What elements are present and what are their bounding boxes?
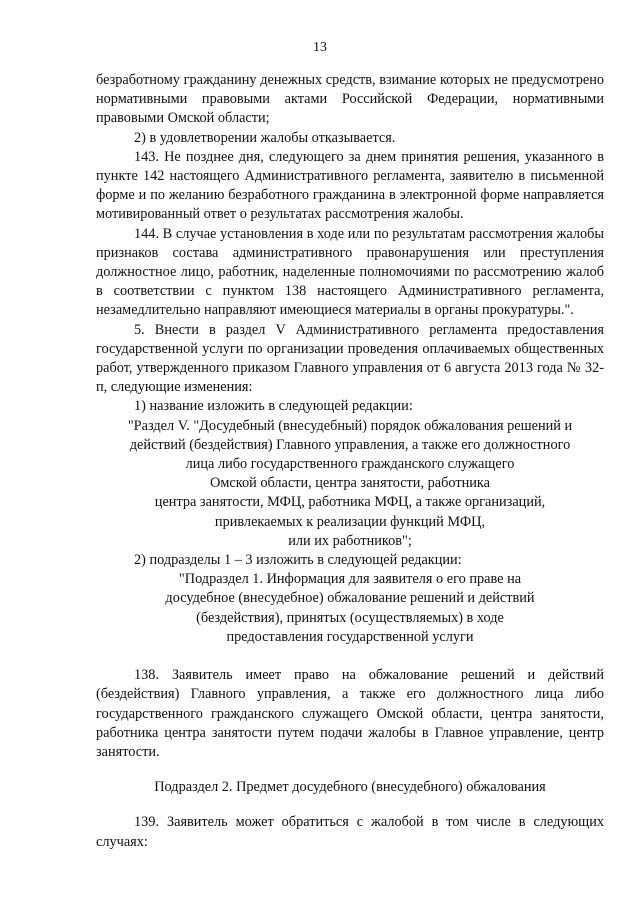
section-title-line: привлекаемых к реализации функций МФЦ, [214, 513, 486, 530]
document-body [96, 71, 604, 852]
paragraph-138: 138. Заявитель имеет право на обжалование решений и действий (бездействия) Главного управления, а также его должностного лица либо государственного гражданского служащего Омской области, центра занятости, работника центра занятости путем подачи жалобы в Главное управление, центр занятости. [96, 667, 604, 760]
paragraph-item-1: 1) название изложить в следующей редакции: [134, 398, 413, 415]
section-v-title [96, 417, 604, 551]
page-number: 13 [313, 40, 327, 55]
section-title-line: или их работников"; [288, 532, 412, 549]
paragraph-139: 139. Заявитель может обратиться с жалобой в том числе в следующих случаях: [96, 814, 604, 850]
section-title-line: "Раздел V. "Досудебный (внесудебный) порядок обжалования решений и [127, 417, 573, 434]
paragraph-item-2: 2) подразделы 1 – 3 изложить в следующей редакции: [134, 552, 462, 569]
subsection-title-line: предоставления государственной услуги [226, 628, 474, 645]
section-title-line: Омской области, центра занятости, работника [210, 475, 490, 492]
subsection-title-line: "Подраздел 1. Информация для заявителя о его праве на [178, 571, 522, 588]
section-title-line: действий (бездействия) Главного управления, а также его должностного [129, 436, 571, 453]
section-title-line: лица либо государственного гражданского служащего [185, 456, 515, 473]
paragraph-144: 144. В случае установления в ходе или по результатам рассмотрения жалобы признаков состава административного правонарушения или преступления должностное лицо, работник, наделенные полномочиями по рассмотрению жалоб в соответствии с пунктом 138 настоящего Административного регламента, незамедлительно направляют имеющиеся материалы в органы прокуратуры.". [96, 225, 604, 319]
section-title-line: центра занятости, МФЦ, работника МФЦ, а также организаций, [154, 494, 546, 511]
subsection-title-line: (бездействия), принятых (осуществляемых) в ходе [196, 609, 504, 626]
subsection-title-line: досудебное (внесудебное) обжалование решений и действий [165, 590, 535, 607]
paragraph-5-amendment: 5. Внести в раздел V Административного регламента предоставления государственной услуги по организации проведения оплачиваемых общественных работ, утвержденного приказом Главного управления от 6 августа 2013 года № 32-п, следующие изменения: [96, 321, 604, 396]
subsection-1-title [96, 570, 604, 647]
paragraph-143: 143. Не позднее дня, следующего за днем принятия решения, указанного в пункте 142 настоящего Административного регламента, заявителю в письменной форме и по желанию безработного гражданина в электронной форме направляется мотивированный ответ о результатах рассмотрения жалобы. [96, 148, 604, 223]
paragraph-continuation: безработному гражданину денежных средств, взимание которых не предусмотрено нормативными правовыми актами Российской Федерации, нормативными правовыми Омской области; [96, 72, 604, 127]
subsection-2-title: Подраздел 2. Предмет досудебного (внесудебного) обжалования [154, 779, 546, 796]
spacer [96, 797, 604, 813]
paragraph-refusal-item: 2) в удовлетворении жалобы отказывается. [134, 129, 396, 146]
spacer [96, 647, 604, 666]
spacer [96, 762, 604, 778]
